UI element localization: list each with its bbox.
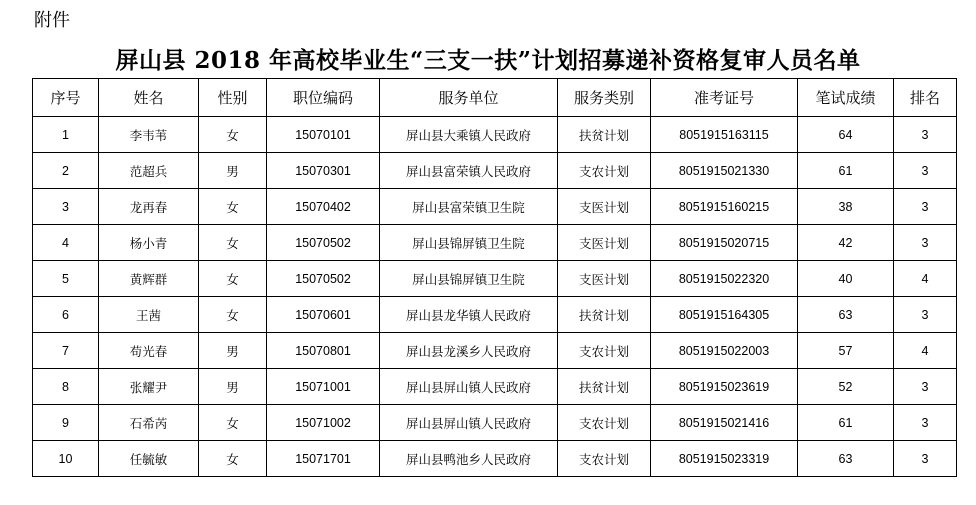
cell-index: 10	[33, 441, 99, 477]
header-service-type: 服务类别	[558, 79, 651, 117]
cell-service-unit: 屏山县锦屏镇卫生院	[380, 225, 558, 261]
header-row	[33, 79, 957, 117]
candidate-table	[32, 78, 957, 477]
cell-gender: 女	[199, 261, 267, 297]
table-row	[33, 369, 957, 405]
cell-written-score: 42	[798, 225, 894, 261]
header-exam-ticket: 准考证号	[651, 79, 798, 117]
header-rank: 排名	[894, 79, 957, 117]
cell-position-code: 15070301	[267, 153, 380, 189]
table-row	[33, 189, 957, 225]
cell-index: 2	[33, 153, 99, 189]
table-row	[33, 153, 957, 189]
cell-position-code: 15071001	[267, 369, 380, 405]
page-title: 屏山县 2018 年高校毕业生“三支一扶”计划招募递补资格复审人员名单	[115, 47, 861, 74]
cell-position-code: 15070601	[267, 297, 380, 333]
header-position-code: 职位编码	[267, 79, 380, 117]
cell-gender: 男	[199, 369, 267, 405]
cell-name: 李韦苇	[99, 117, 199, 153]
cell-gender: 女	[199, 405, 267, 441]
cell-position-code: 15070402	[267, 189, 380, 225]
cell-gender: 女	[199, 189, 267, 225]
cell-service-type: 支医计划	[558, 189, 651, 225]
cell-index: 5	[33, 261, 99, 297]
cell-rank: 3	[894, 369, 957, 405]
cell-service-type: 支农计划	[558, 153, 651, 189]
table-row	[33, 297, 957, 333]
cell-service-type: 支农计划	[558, 441, 651, 477]
cell-name: 黄辉群	[99, 261, 199, 297]
cell-exam-ticket: 8051915021330	[651, 153, 798, 189]
cell-service-unit: 屏山县大乘镇人民政府	[380, 117, 558, 153]
cell-name: 龙再春	[99, 189, 199, 225]
table-row	[33, 405, 957, 441]
cell-rank: 4	[894, 261, 957, 297]
cell-exam-ticket: 8051915164305	[651, 297, 798, 333]
cell-position-code: 15071701	[267, 441, 380, 477]
cell-gender: 女	[199, 441, 267, 477]
cell-index: 9	[33, 405, 99, 441]
cell-index: 3	[33, 189, 99, 225]
cell-index: 7	[33, 333, 99, 369]
table-row	[33, 117, 957, 153]
header-name: 姓名	[99, 79, 199, 117]
cell-name: 杨小青	[99, 225, 199, 261]
cell-gender: 女	[199, 225, 267, 261]
cell-gender: 女	[199, 297, 267, 333]
cell-service-unit: 屏山县龙华镇人民政府	[380, 297, 558, 333]
cell-name: 石希芮	[99, 405, 199, 441]
cell-exam-ticket: 8051915163115	[651, 117, 798, 153]
cell-rank: 3	[894, 117, 957, 153]
cell-written-score: 57	[798, 333, 894, 369]
cell-service-unit: 屏山县鸭池乡人民政府	[380, 441, 558, 477]
cell-service-unit: 屏山县屏山镇人民政府	[380, 405, 558, 441]
cell-service-type: 扶贫计划	[558, 117, 651, 153]
cell-position-code: 15070801	[267, 333, 380, 369]
cell-index: 1	[33, 117, 99, 153]
cell-rank: 3	[894, 297, 957, 333]
cell-exam-ticket: 8051915020715	[651, 225, 798, 261]
table-header	[33, 79, 957, 117]
cell-name: 苟光春	[99, 333, 199, 369]
cell-name: 王茜	[99, 297, 199, 333]
cell-name: 范超兵	[99, 153, 199, 189]
cell-written-score: 63	[798, 441, 894, 477]
cell-exam-ticket: 8051915023619	[651, 369, 798, 405]
cell-service-type: 扶贫计划	[558, 297, 651, 333]
header-service-unit: 服务单位	[380, 79, 558, 117]
cell-rank: 3	[894, 441, 957, 477]
cell-index: 8	[33, 369, 99, 405]
cell-rank: 3	[894, 189, 957, 225]
cell-position-code: 15070502	[267, 261, 380, 297]
table-body	[33, 117, 957, 477]
cell-exam-ticket: 8051915021416	[651, 405, 798, 441]
cell-written-score: 64	[798, 117, 894, 153]
cell-exam-ticket: 8051915160215	[651, 189, 798, 225]
cell-rank: 3	[894, 225, 957, 261]
cell-rank: 3	[894, 153, 957, 189]
cell-service-type: 支农计划	[558, 405, 651, 441]
table-row	[33, 441, 957, 477]
cell-position-code: 15070502	[267, 225, 380, 261]
cell-service-type: 支医计划	[558, 261, 651, 297]
cell-service-unit: 屏山县富荣镇卫生院	[380, 189, 558, 225]
cell-position-code: 15071002	[267, 405, 380, 441]
cell-gender: 女	[199, 117, 267, 153]
cell-exam-ticket: 8051915022320	[651, 261, 798, 297]
header-index: 序号	[33, 79, 99, 117]
cell-name: 任毓敏	[99, 441, 199, 477]
cell-exam-ticket: 8051915022003	[651, 333, 798, 369]
cell-service-type: 支医计划	[558, 225, 651, 261]
cell-written-score: 52	[798, 369, 894, 405]
cell-exam-ticket: 8051915023319	[651, 441, 798, 477]
cell-name: 张耀尹	[99, 369, 199, 405]
attachment-label: 附件	[34, 10, 70, 31]
cell-index: 4	[33, 225, 99, 261]
cell-service-unit: 屏山县龙溪乡人民政府	[380, 333, 558, 369]
cell-rank: 3	[894, 405, 957, 441]
cell-service-unit: 屏山县锦屏镇卫生院	[380, 261, 558, 297]
cell-rank: 4	[894, 333, 957, 369]
cell-gender: 男	[199, 153, 267, 189]
cell-service-type: 扶贫计划	[558, 369, 651, 405]
cell-written-score: 38	[798, 189, 894, 225]
cell-written-score: 40	[798, 261, 894, 297]
table-row	[33, 225, 957, 261]
cell-written-score: 61	[798, 405, 894, 441]
cell-service-type: 支农计划	[558, 333, 651, 369]
cell-service-unit: 屏山县屏山镇人民政府	[380, 369, 558, 405]
cell-service-unit: 屏山县富荣镇人民政府	[380, 153, 558, 189]
cell-index: 6	[33, 297, 99, 333]
cell-written-score: 61	[798, 153, 894, 189]
header-written-score: 笔试成绩	[798, 79, 894, 117]
header-gender: 性别	[199, 79, 267, 117]
cell-gender: 男	[199, 333, 267, 369]
table-row	[33, 333, 957, 369]
cell-written-score: 63	[798, 297, 894, 333]
cell-position-code: 15070101	[267, 117, 380, 153]
table-row	[33, 261, 957, 297]
